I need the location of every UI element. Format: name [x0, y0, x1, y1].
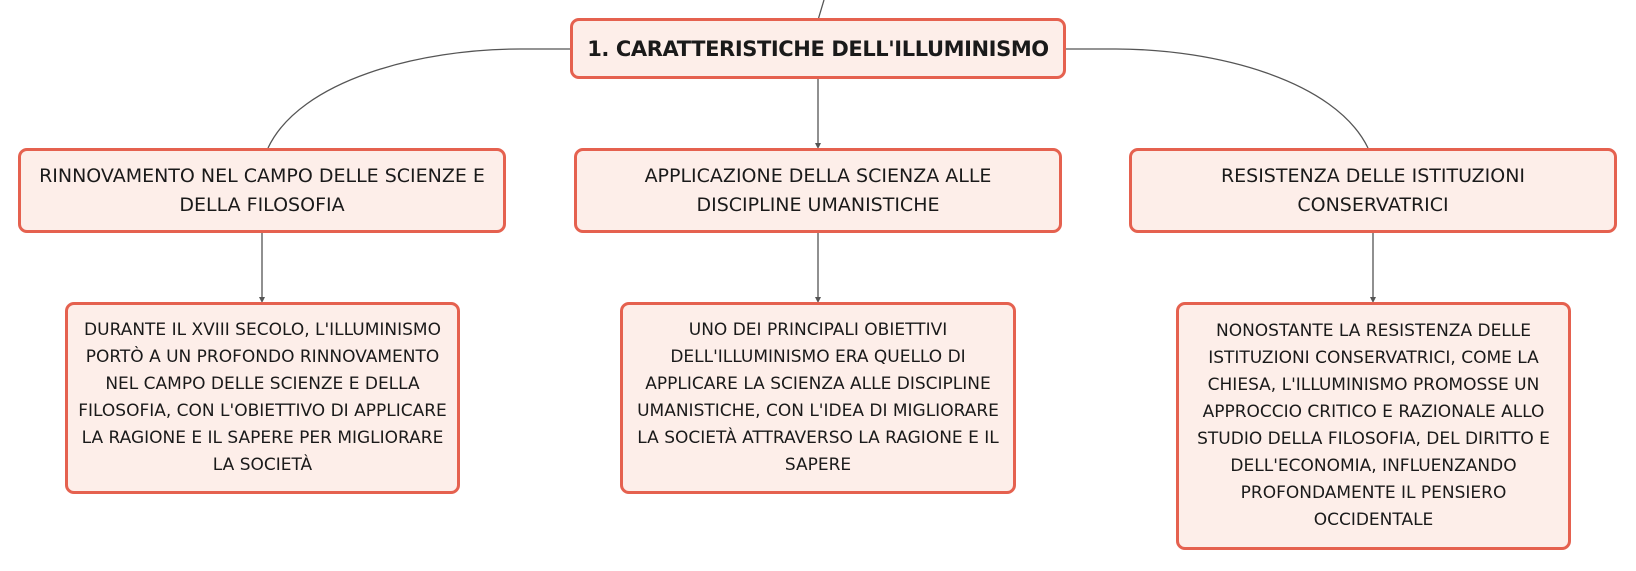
detail-node-text: UNO DEI PRINCIPALI OBIETTIVI DELL'ILLUMINISMO ERA QUELLO DI APPLICARE LA SCIENZA ALLE DISCIPLINE UMANISTICHE, CON L'IDEA DI MIGLIORARE LA SOCIETÀ ATTRAVERSO LA RAGIONE E IL SAPERE [637, 320, 999, 475]
detail-node-discipline-umanistiche[interactable] [620, 302, 1016, 494]
branch-node-label: RINNOVAMENTO NEL CAMPO DELLE SCIENZE E DELLA FILOSOFIA [39, 164, 485, 216]
branch-node-istituzioni-conservatrici[interactable] [1129, 148, 1617, 233]
root-node[interactable] [570, 18, 1066, 79]
branch-node-discipline-umanistiche[interactable] [574, 148, 1062, 233]
connector-root-to-branch-1 [268, 49, 570, 148]
detail-node-text: NONOSTANTE LA RESISTENZA DELLE ISTITUZIONI CONSERVATRICI, COME LA CHIESA, L'ILLUMINISMO PROMOSSE UN APPROCCIO CRITICO E RAZIONALE ALLO STUDIO DELLA FILOSOFIA, DEL DIRITTO E DELL'ECONOMIA, INFLUENZANDO PROFONDAMENTE IL PENSIERO OCCIDENTALE [1197, 321, 1550, 530]
branch-node-label: RESISTENZA DELLE ISTITUZIONI CONSERVATRICI [1220, 164, 1526, 216]
detail-node-text: DURANTE IL XVIII SECOLO, L'ILLUMINISMO PORTÒ A UN PROFONDO RINNOVAMENTO NEL CAMPO DELLE SCIENZE E DELLA FILOSOFIA, CON L'OBIETTIVO DI APPLICARE LA RAGIONE E IL SAPERE PER MIGLIORARE LA SOCIETÀ [78, 320, 447, 475]
detail-node-scienze-filosofia[interactable] [65, 302, 460, 494]
root-node-label: 1. CARATTERISTICHE DELL'ILLUMINISMO [587, 36, 1049, 61]
detail-node-istituzioni-conservatrici[interactable] [1176, 302, 1571, 550]
connector-root-to-branch-3 [1066, 49, 1368, 148]
connector-parent-to-root [818, 0, 824, 20]
branch-node-scienze-filosofia[interactable] [18, 148, 506, 233]
branch-node-label: APPLICAZIONE DELLA SCIENZA ALLE DISCIPLINE UMANISTICHE [644, 164, 992, 216]
